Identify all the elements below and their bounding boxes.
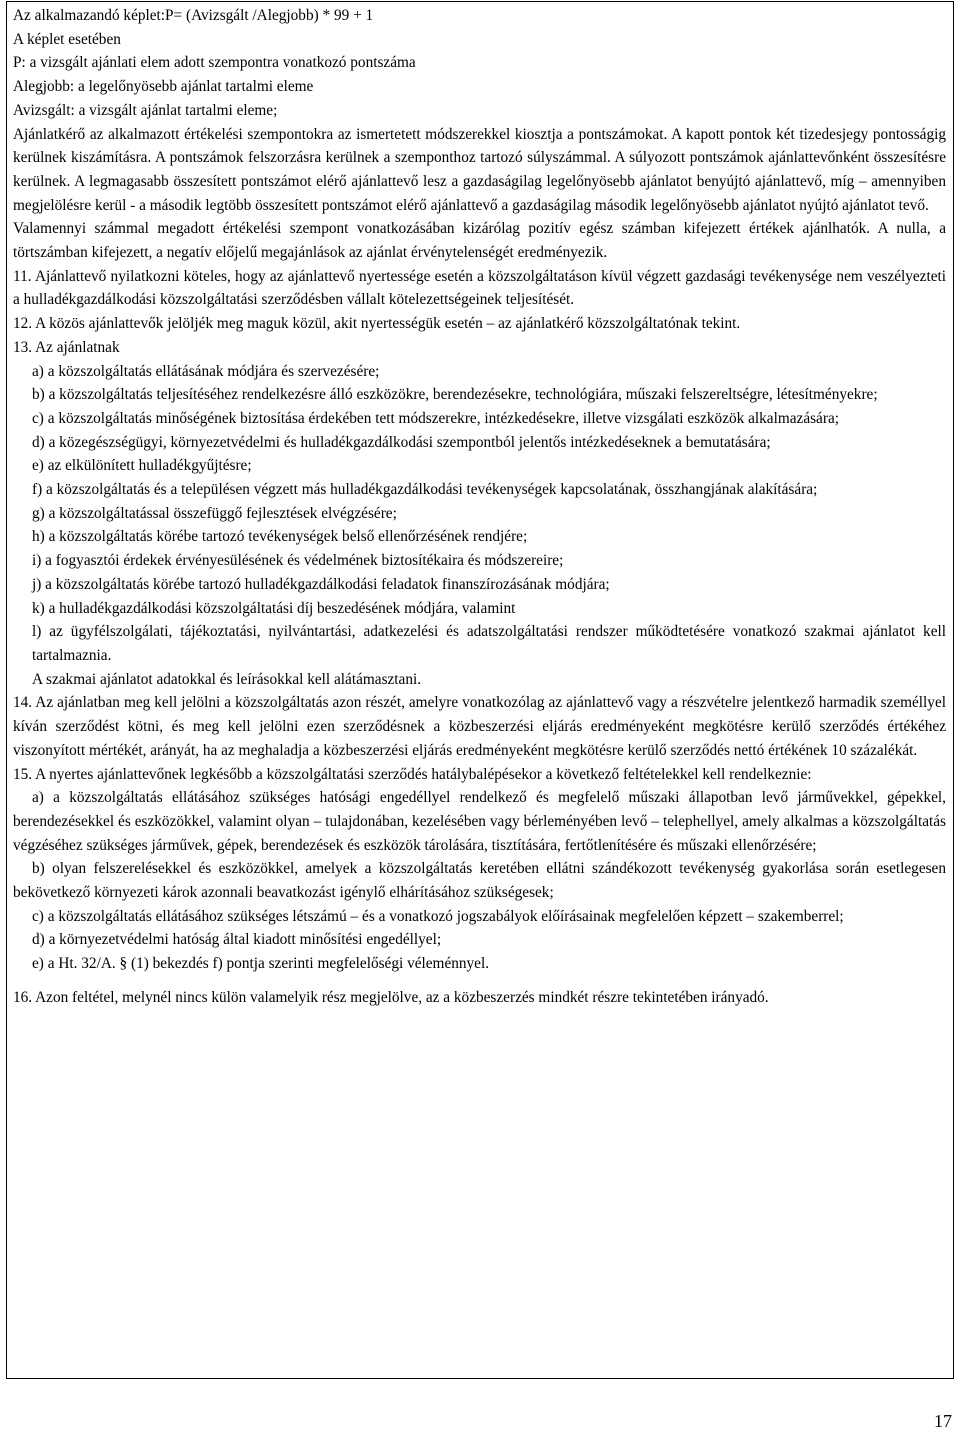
paragraph: b) a közszolgáltatás teljesítéséhez rendelkezésre álló eszközökre, berendezésekre, technológiára, műszaki felszereltségre, létesítményekre; [32,386,878,404]
paragraph: Alegjobb: a legelőnyösebb ajánlat tartalmi eleme [13,78,314,96]
paragraph: Ajánlatkérő az alkalmazott értékelési szempontokra az ismertetett módszerekkel kiosztja a pontszámokat. A kapott pontok két tizedesjegy pontosságig kerülnek kiszámításra. A pontszámok felszorzásra kerülnek a szemponthoz tartozó súlyszámmal. A súlyozott pontszámok ajánlattevőnként összesítésre kerülnek. A legmagasabb összesített pontszámot elérő ajánlattevő lesz a gazdaságilag legelőnyösebb ajánlatot benyújtó ajánlattevő, míg – amennyiben megjelölésre kerül - a második legtöbb összesített pontszámot elérő ajánlattevő a gazdaságilag második legelőnyösebb ajánlatot nyújtó ajánlatot tevő. [13,125,946,214]
paragraph: l) az ügyfélszolgálati, tájékoztatási, nyilvántartási, adatkezelési és adatszolgáltatási rendszer működtetésére vonatkozó szakmai ajánlatot kell tartalmaznia. [32,623,946,664]
paragraph: Valamennyi számmal megadott értékelési szempont vonatkozásában kizárólag pozitív egész számban kifejezett értékek ajánlhatók. A nulla, a törtszámban kifejezett, a negatív előjelű megajánlások az ajánlat érvénytelenségét eredményezik. [13,220,946,262]
paragraph: 16. Azon feltétel, melynél nincs külön valamelyik rész megjelölve, az a közbeszerzés mindkét részre tekintetében irányadó. [13,988,769,1006]
paragraph: k) a hulladékgazdálkodási közszolgáltatási díj beszedésének módjára, valamint [32,599,516,617]
paragraph: Avizsgált: a vizsgált ajánlat tartalmi eleme; [13,101,278,119]
document-body [13,4,946,1010]
paragraph: e) az elkülönített hulladékgyűjtésre; [32,457,252,475]
paragraph: a) a közszolgáltatás ellátásának módjára és szervezésére; [32,362,380,380]
paragraph: 14. Az ajánlatban meg kell jelölni a közszolgáltatás azon részét, amelyre vonatkozólag az ajánlattevő vagy a részvételre jelentkező harmadik személlyel kíván szerződést kötni, és meg kell jelölni ezen szerződésnek a közbeszerzési eljárás eredményeként megkötésre kerülő szerződés értékéhez viszonyított mértékét, arányát, ha az meghaladja a közbeszerzési eljárás eredményeként megkötésre kerülő szerződés nettó értékének 10 százalékát. [13,694,946,759]
paragraph: 11. Ajánlattevő nyilatkozni köteles, hogy az ajánlattevő nyertessége esetén a közszolgáltatáson kívül végzett gazdasági tevékenysége nem veszélyezteti a hulladékgazdálkodási közszolgáltatási szerződésben vállalt kötelezettségeinek teljesítését. [13,267,946,309]
paragraph: c) a közszolgáltatás ellátásához szükséges létszámú – és a vonatkozó jogszabályok előírásainak megfelelően képzett – szakemberrel; [32,907,844,925]
paragraph: Az alkalmazandó képlet:P= (Avizsgált /Alegjobb) * 99 + 1 [13,7,374,24]
paragraph: A képlet esetében [13,30,121,48]
page-number: 17 [934,1411,952,1431]
paragraph: c) a közszolgáltatás minőségének biztosítása érdekében tett módszerekre, intézkedésekre, illetve vizsgálati eszközök alkalmazására; [32,409,839,427]
paragraph: e) a Ht. 32/A. § (1) bekezdés f) pontja szerinti megfelelőségi véleménnyel. [32,955,490,973]
paragraph: h) a közszolgáltatás körébe tartozó tevékenységek belső ellenőrzésének rendjére; [32,528,528,546]
paragraph: a) a közszolgáltatás ellátásához szükséges hatósági engedéllyel rendelkező és megfelelő műszaki állapotban levő járművekkel, gépekkel, berendezésekkel és eszközökkel, valamint olyan – tulajdonában, kezelésében vagy bérleményében levő – telephellyel, amely alkalmas a közszolgáltatás végzéséhez szükséges járművek, gépek, berendezések és eszközök tárolására, tisztítására, fertőtlenítésére és műszaki ellenőrzésére; [13,789,946,854]
paragraph: j) a közszolgáltatás körébe tartozó hulladékgazdálkodási feladatok finanszírozásának módjára; [32,575,610,593]
paragraph: g) a közszolgáltatással összefüggő fejlesztések elvégzésére; [32,504,397,522]
paragraph: 13. Az ajánlatnak [13,338,120,356]
paragraph: i) a fogyasztói érdekek érvényesülésének és védelmének biztosítékaira és módszereire; [32,552,564,570]
paragraph: d) a közegészségügyi, környezetvédelmi és hulladékgazdálkodási szempontból jelentős intézkedéseknek a bemutatására; [32,433,771,451]
paragraph: f) a közszolgáltatás és a településen végzett más hulladékgazdálkodási tevékenységek kapcsolatának, összhangjának alakítására; [32,481,818,499]
paragraph: 12. A közös ajánlattevők jelöljék meg maguk közül, akit nyertességük esetén – az ajánlatkérő közszolgáltatónak tekint. [13,315,741,333]
paragraph: A szakmai ajánlatot adatokkal és leírásokkal kell alátámasztani. [32,670,422,688]
paragraph: b) olyan felszerelésekkel és eszközökkel, amelyek a közszolgáltatás keretében ellátni szándékozott tevékenység gyakorlása során esetlegesen bekövetkező környezeti károk azonnali beavatkozást igénylő elhárításához szükségesek; [13,860,946,902]
paragraph: P: a vizsgált ajánlati elem adott szempontra vonatkozó pontszáma [13,54,416,72]
paragraph: 15. A nyertes ajánlattevőnek legkésőbb a közszolgáltatási szerződés hatálybalépésekor a következő feltételekkel kell rendelkeznie: [13,765,812,783]
paragraph: d) a környezetvédelmi hatóság által kiadott minősítési engedéllyel; [32,931,442,949]
